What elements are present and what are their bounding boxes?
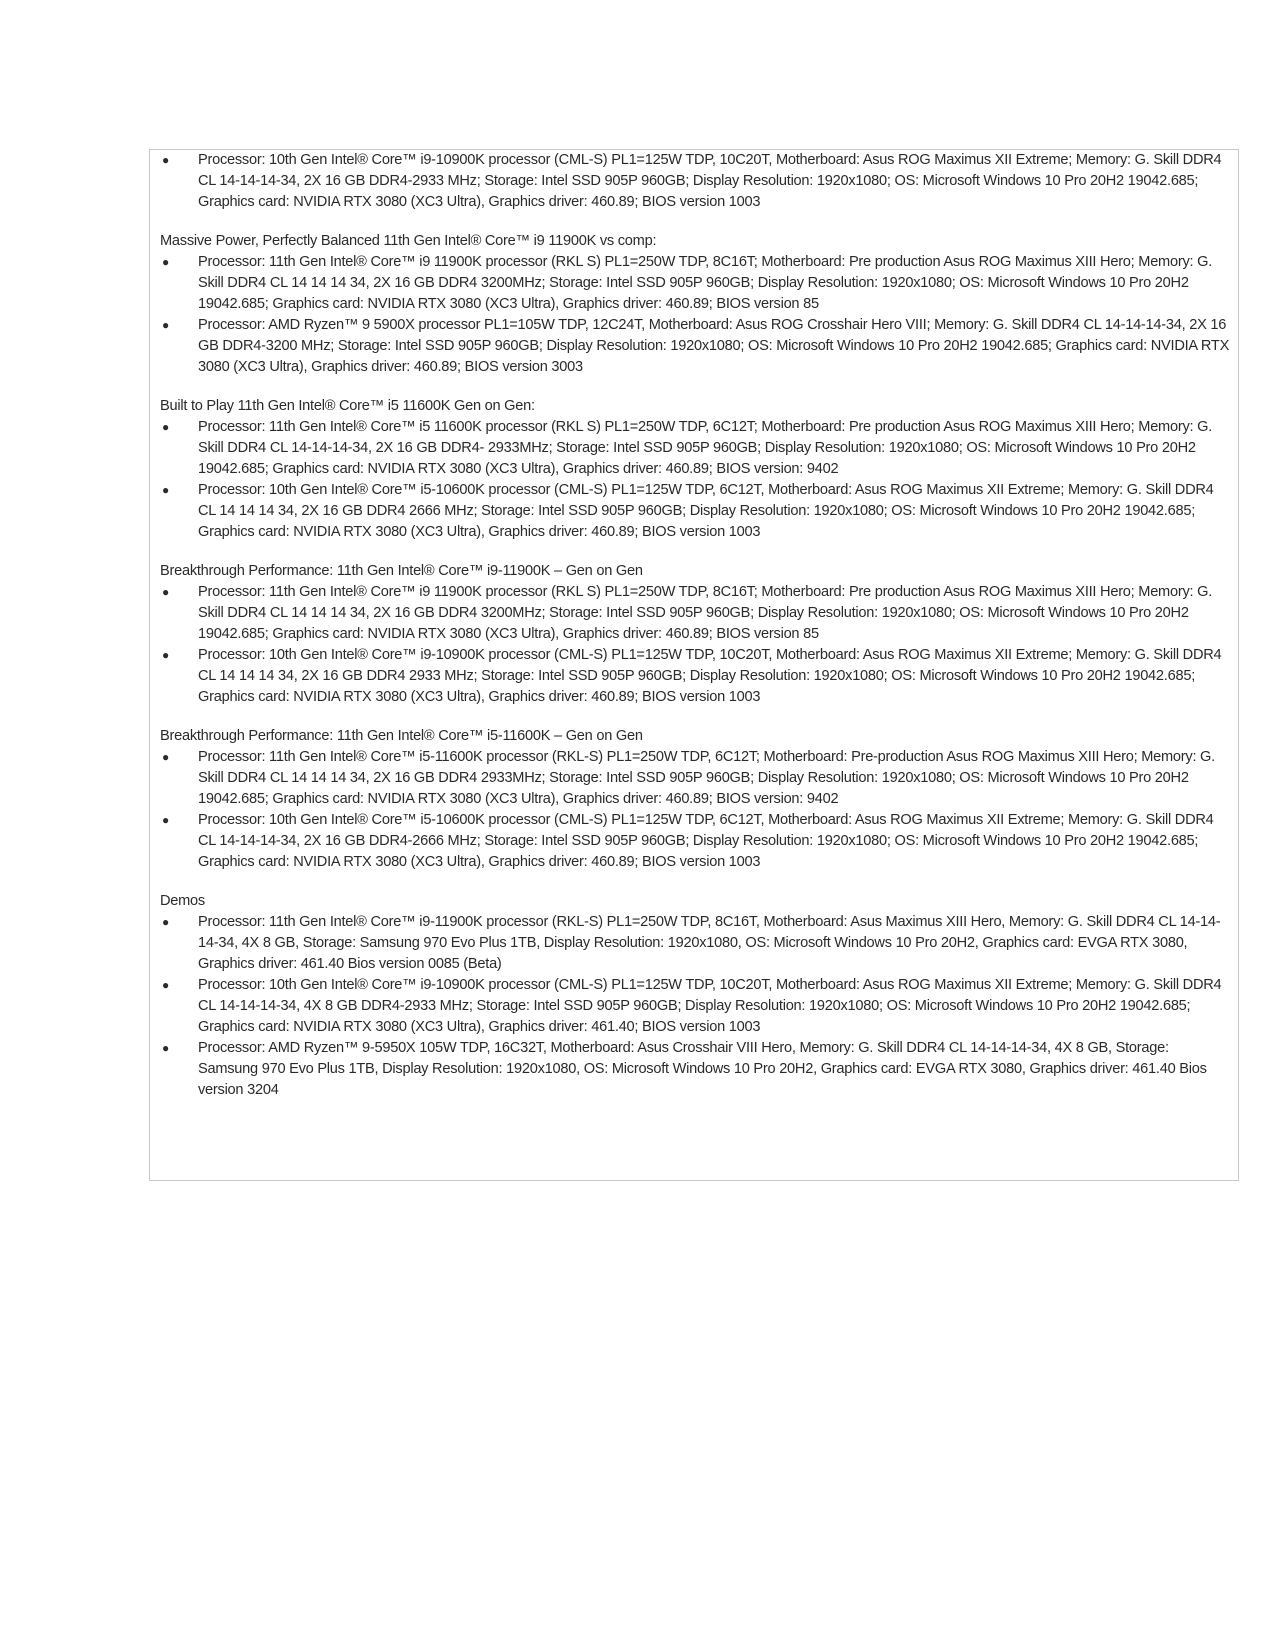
- config-section: [160, 231, 1230, 378]
- bullet-icon: ●: [162, 750, 169, 764]
- bullet-icon: ●: [162, 648, 169, 662]
- config-list: [160, 912, 1230, 1101]
- config-text: Processor: 11th Gen Intel® Core™ i9-11900K processor (RKL-S) PL1=250W TDP, 8C16T, Motherboard: Asus Maximus XIII Hero, Memory: G. Skill DDR4 CL 14-14-14-34, 4X 8 GB, Storage: Samsung 970 Evo Plus 1TB, Display Resolution: 1920x1080, OS: Microsoft Windows 10 Pro 20H2, Graphics card: EVGA RTX 3080, Graphics driver: 461.40 Bios version 0085 (Beta): [198, 914, 1221, 972]
- config-section: [160, 150, 1230, 213]
- config-section: [160, 561, 1230, 708]
- config-text: Processor: 11th Gen Intel® Core™ i9 11900K processor (RKL S) PL1=250W TDP, 8C16T; Motherboard: Pre production Asus ROG Maximus XIII Hero; Memory: G. Skill DDR4 CL 14 14 14 34, 2X 16 GB DDR4 3200MHz; Storage: Intel SSD 905P 960GB; Display Resolution: 1920x1080; OS: Microsoft Windows 10 Pro 20H2 19042.685; Graphics card: NVIDIA RTX 3080 (XC3 Ultra), Graphics driver: 460.89; BIOS version 85: [198, 584, 1213, 642]
- bullet-icon: ●: [162, 978, 169, 992]
- config-list-item: [160, 810, 1230, 873]
- section-heading: Breakthrough Performance: 11th Gen Intel® Core™ i5-11600K – Gen on Gen: [160, 728, 643, 744]
- bullet-icon: ●: [162, 483, 169, 497]
- config-text: Processor: 11th Gen Intel® Core™ i9 11900K processor (RKL S) PL1=250W TDP, 8C16T; Motherboard: Pre production Asus ROG Maximus XIII Hero; Memory: G. Skill DDR4 CL 14 14 14 34, 2X 16 GB DDR4 3200MHz; Storage: Intel SSD 905P 960GB; Display Resolution: 1920x1080; OS: Microsoft Windows 10 Pro 20H2 19042.685; Graphics card: NVIDIA RTX 3080 (XC3 Ultra), Graphics driver: 460.89; BIOS version 85: [198, 254, 1213, 312]
- config-list: [160, 252, 1230, 378]
- config-text: Processor: 10th Gen Intel® Core™ i9-10900K processor (CML-S) PL1=125W TDP, 10C20T, Motherboard: Asus ROG Maximus XII Extreme; Memory: G. Skill DDR4 CL 14-14-14-34, 4X 8 GB DDR4-2933 MHz; Storage: Intel SSD 905P 960GB; Display Resolution: 1920x1080; OS: Microsoft Windows 10 Pro 20H2 19042.685; Graphics card: NVIDIA RTX 3080 (XC3 Ultra), Graphics driver: 461.40; BIOS version 1003: [198, 977, 1222, 1035]
- config-section: [160, 891, 1230, 1101]
- config-list-item: [160, 417, 1230, 480]
- config-text: Processor: 10th Gen Intel® Core™ i9-10900K processor (CML-S) PL1=125W TDP, 10C20T, Motherboard: Asus ROG Maximus XII Extreme; Memory: G. Skill DDR4 CL 14-14-14-34, 2X 16 GB DDR4-2933 MHz; Storage: Intel SSD 905P 960GB; Display Resolution: 1920x1080; OS: Microsoft Windows 10 Pro 20H2 19042.685; Graphics card: NVIDIA RTX 3080 (XC3 Ultra), Graphics driver: 460.89; BIOS version 1003: [198, 152, 1222, 210]
- section-heading: Massive Power, Perfectly Balanced 11th Gen Intel® Core™ i9 11900K vs comp:: [160, 233, 657, 249]
- bullet-icon: ●: [162, 318, 169, 332]
- bullet-icon: ●: [162, 420, 169, 434]
- config-list-item: [160, 582, 1230, 645]
- config-list-item: [160, 150, 1230, 213]
- config-list: [160, 150, 1230, 213]
- config-section: [160, 396, 1230, 543]
- section-heading: Breakthrough Performance: 11th Gen Intel® Core™ i9-11900K – Gen on Gen: [160, 563, 643, 579]
- config-list-item: [160, 747, 1230, 810]
- config-list: [160, 582, 1230, 708]
- config-section: [160, 726, 1230, 873]
- section-heading: Demos: [160, 893, 205, 909]
- bullet-icon: ●: [162, 915, 169, 929]
- config-text: Processor: AMD Ryzen™ 9-5950X 105W TDP, 16C32T, Motherboard: Asus Crosshair VIII Hero, Memory: G. Skill DDR4 CL 14-14-14-34, 4X 8 GB, Storage: Samsung 970 Evo Plus 1TB, Display Resolution: 1920x1080, OS: Microsoft Windows 10 Pro 20H2, Graphics card: EVGA RTX 3080, Graphics driver: 461.40 Bios version 3204: [198, 1040, 1207, 1098]
- bullet-icon: ●: [162, 585, 169, 599]
- config-text: Processor: 11th Gen Intel® Core™ i5 11600K processor (RKL S) PL1=250W TDP, 6C12T; Motherboard: Pre production Asus ROG Maximus XIII Hero; Memory: G. Skill DDR4 CL 14-14-14-34, 2X 16 GB DDR4- 2933MHz; Storage: Intel SSD 905P 960GB; Display Resolution: 1920x1080; OS: Microsoft Windows 10 Pro 20H2 19042.685; Graphics card: NVIDIA RTX 3080 (XC3 Ultra), Graphics driver: 460.89; BIOS version: 9402: [198, 419, 1213, 477]
- config-list-item: [160, 252, 1230, 315]
- config-list-item: [160, 912, 1230, 975]
- config-text: Processor: 10th Gen Intel® Core™ i5-10600K processor (CML-S) PL1=125W TDP, 6C12T, Motherboard: Asus ROG Maximus XII Extreme; Memory: G. Skill DDR4 CL 14-14-14-34, 2X 16 GB DDR4-2666 MHz; Storage: Intel SSD 905P 960GB; Display Resolution: 1920x1080; OS: Microsoft Windows 10 Pro 20H2 19042.685; Graphics card: NVIDIA RTX 3080 (XC3 Ultra), Graphics driver: 460.89; BIOS version 1003: [198, 812, 1214, 870]
- config-list: [160, 417, 1230, 543]
- config-text: Processor: 10th Gen Intel® Core™ i9-10900K processor (CML-S) PL1=125W TDP, 10C20T, Motherboard: Asus ROG Maximus XII Extreme; Memory: G. Skill DDR4 CL 14 14 14 34, 2X 16 GB DDR4 2933 MHz; Storage: Intel SSD 905P 960GB; Display Resolution: 1920x1080; OS: Microsoft Windows 10 Pro 20H2 19042.685; Graphics card: NVIDIA RTX 3080 (XC3 Ultra), Graphics driver: 460.89; BIOS version 1003: [198, 647, 1222, 705]
- bullet-icon: ●: [162, 255, 169, 269]
- bullet-icon: ●: [162, 813, 169, 827]
- config-list-item: [160, 480, 1230, 543]
- section-heading: Built to Play 11th Gen Intel® Core™ i5 11600K Gen on Gen:: [160, 398, 535, 414]
- config-text: Processor: 10th Gen Intel® Core™ i5-10600K processor (CML-S) PL1=125W TDP, 6C12T, Motherboard: Asus ROG Maximus XII Extreme; Memory: G. Skill DDR4 CL 14 14 14 34, 2X 16 GB DDR4 2666 MHz; Storage: Intel SSD 905P 960GB; Display Resolution: 1920x1080; OS: Microsoft Windows 10 Pro 20H2 19042.685; Graphics card: NVIDIA RTX 3080 (XC3 Ultra), Graphics driver: 460.89; BIOS version 1003: [198, 482, 1214, 540]
- config-list-item: [160, 1038, 1230, 1101]
- bullet-icon: ●: [162, 153, 169, 167]
- config-list: [160, 747, 1230, 873]
- config-list-item: [160, 315, 1230, 378]
- bullet-icon: ●: [162, 1041, 169, 1055]
- config-text: Processor: 11th Gen Intel® Core™ i5-11600K processor (RKL-S) PL1=250W TDP, 6C12T; Motherboard: Pre-production Asus ROG Maximus XIII Hero; Memory: G. Skill DDR4 CL 14 14 14 34, 2X 16 GB DDR4 2933MHz; Storage: Intel SSD 905P 960GB; Display Resolution: 1920x1080; OS: Microsoft Windows 10 Pro 20H2 19042.685; Graphics card: NVIDIA RTX 3080 (XC3 Ultra), Graphics driver: 460.89; BIOS version: 9402: [198, 749, 1215, 807]
- document-body: [160, 150, 1230, 1119]
- config-text: Processor: AMD Ryzen™ 9 5900X processor PL1=105W TDP, 12C24T, Motherboard: Asus ROG Crosshair Hero VIII; Memory: G. Skill DDR4 CL 14-14-14-34, 2X 16 GB DDR4-3200 MHz; Storage: Intel SSD 905P 960GB; Display Resolution: 1920x1080; OS: Microsoft Windows 10 Pro 20H2 19042.685; Graphics card: NVIDIA RTX 3080 (XC3 Ultra), Graphics driver: 460.89; BIOS version 3003: [198, 317, 1230, 375]
- config-list-item: [160, 645, 1230, 708]
- config-list-item: [160, 975, 1230, 1038]
